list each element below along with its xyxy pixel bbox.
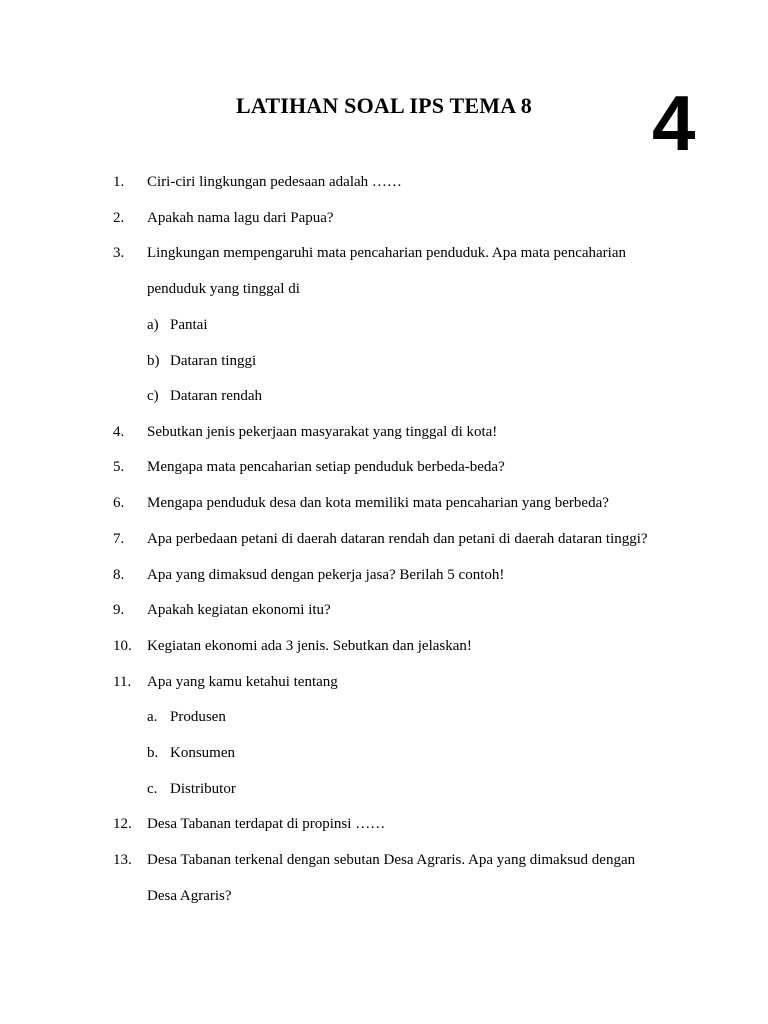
sub-item-letter: b. (147, 745, 159, 761)
sub-item-text: Dataran rendah (170, 388, 263, 404)
question-text: Sebutkan jenis pekerjaan masyarakat yang tinggal di kota! (147, 424, 498, 440)
question-number: 5. (113, 459, 125, 475)
question-number: 6. (113, 495, 125, 511)
question-text: Kegiatan ekonomi ada 3 jenis. Sebutkan dan jelaskan! (147, 638, 472, 654)
question-text: Apa perbedaan petani di daerah dataran rendah dan petani di daerah dataran tinggi? (147, 531, 648, 547)
question-text: Desa Tabanan terkenal dengan sebutan Desa Agraris. Apa yang dimaksud dengan (147, 852, 636, 868)
sub-item-letter: b) (147, 353, 160, 369)
question-number: 12. (113, 816, 132, 832)
question-number: 9. (113, 602, 125, 618)
sub-item-letter: a) (147, 317, 159, 333)
question-number: 3. (113, 245, 125, 261)
sub-item-text: Konsumen (170, 745, 235, 761)
sub-item-text: Pantai (170, 317, 208, 333)
question-number: 11. (113, 674, 132, 690)
question-number: 2. (113, 210, 125, 226)
question-text: Desa Tabanan terdapat di propinsi …… (147, 816, 386, 832)
question-text-continued: penduduk yang tinggal di (147, 281, 300, 297)
question-text: Lingkungan mempengaruhi mata pencaharian penduduk. Apa mata pencaharian (147, 245, 626, 261)
grade-number: 4 (652, 79, 696, 167)
sub-item-text: Produsen (170, 709, 226, 725)
sub-item-letter: c. (147, 781, 158, 797)
question-number: 8. (113, 567, 125, 583)
question-text: Apa yang kamu ketahui tentang (147, 674, 338, 690)
question-text: Apakah kegiatan ekonomi itu? (147, 602, 331, 618)
sub-item-letter: c) (147, 388, 159, 404)
question-text-continued: Desa Agraris? (147, 888, 232, 904)
sub-item-text: Dataran tinggi (170, 353, 257, 369)
sub-item-text: Distributor (170, 781, 236, 797)
page-title: LATIHAN SOAL IPS TEMA 8 (236, 93, 532, 118)
question-number: 7. (113, 531, 125, 547)
question-text: Apakah nama lagu dari Papua? (147, 210, 334, 226)
question-text: Mengapa penduduk desa dan kota memiliki mata pencaharian yang berbeda? (147, 495, 609, 511)
question-number: 1. (113, 174, 125, 190)
question-text: Apa yang dimaksud dengan pekerja jasa? Berilah 5 contoh! (147, 567, 505, 583)
question-number: 4. (113, 424, 125, 440)
question-text: Mengapa mata pencaharian setiap penduduk berbeda-beda? (147, 459, 505, 475)
question-text: Ciri-ciri lingkungan pedesaan adalah …… (147, 174, 402, 190)
question-number: 10. (113, 638, 132, 654)
question-number: 13. (113, 852, 132, 868)
sub-item-letter: a. (147, 709, 158, 725)
